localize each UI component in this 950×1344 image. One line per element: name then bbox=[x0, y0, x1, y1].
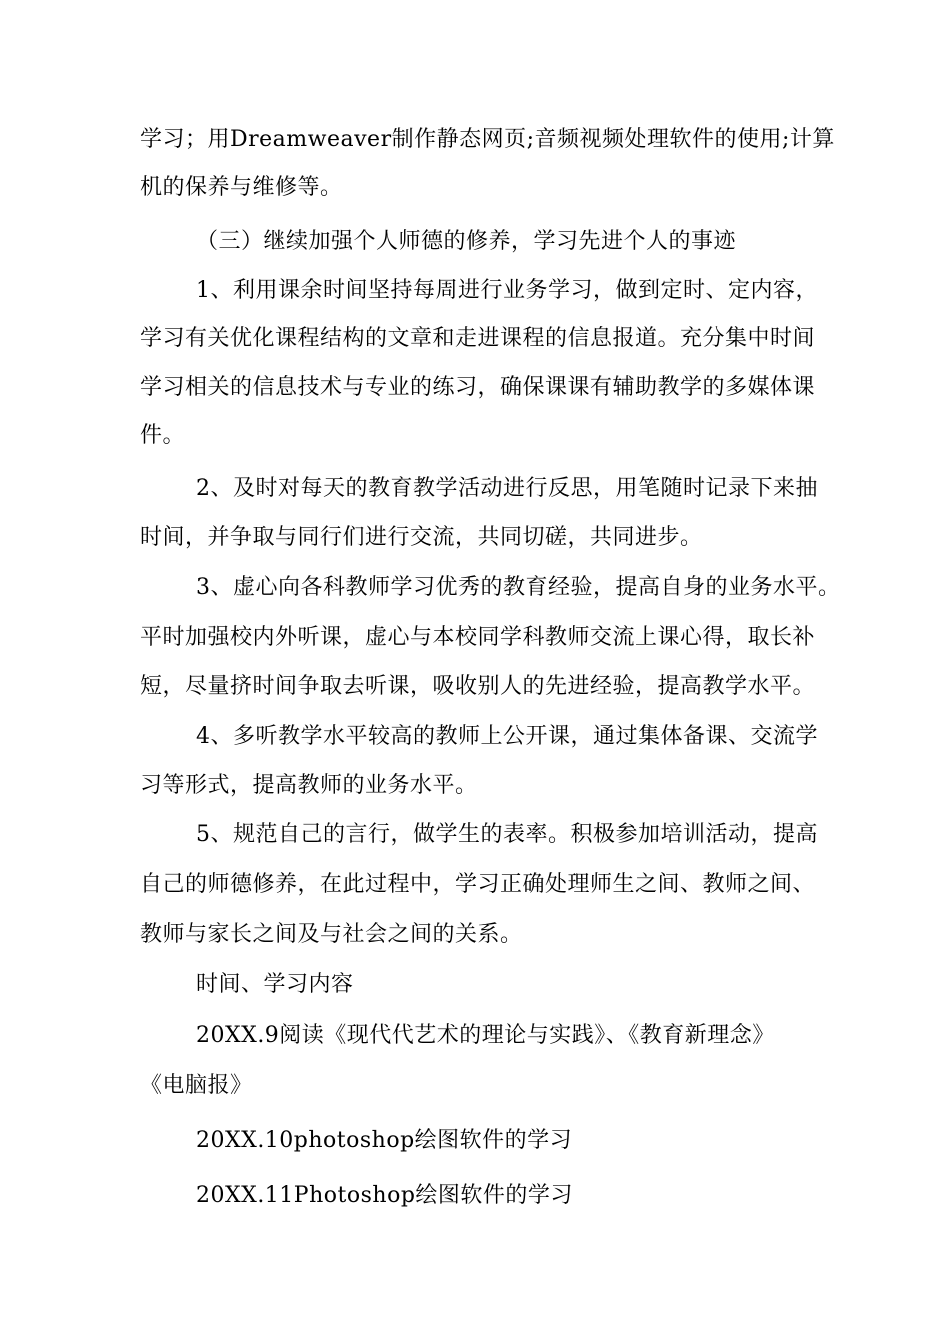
text-line: 1、利用课余时间坚持每周进行业务学习，做到定时、定内容， bbox=[196, 278, 818, 303]
text-line: 短，尽量挤时间争取去听课，吸收别人的先进经验，提高教学水平。 bbox=[140, 674, 816, 699]
text-line: 教师与家长之间及与社会之间的关系。 bbox=[140, 922, 523, 947]
text-line: 时间，并争取与同行们进行交流，共同切磋，共同进步。 bbox=[140, 525, 703, 550]
text-line: 20XX.9阅读《现代代艺术的理论与实践》、《教育新理念》 bbox=[196, 1023, 775, 1048]
text-line: 习等形式，提高教师的业务水平。 bbox=[140, 773, 478, 798]
text-line: 20XX.10photoshop绘图软件的学习 bbox=[196, 1128, 573, 1153]
text-line: 4、多听教学水平较高的教师上公开课，通过集体备课、交流学 bbox=[196, 724, 818, 749]
text-line: 20XX.11Photoshop绘图软件的学习 bbox=[196, 1183, 573, 1208]
text-line: 2、及时对每天的教育教学活动进行反思，用笔随时记录下来抽 bbox=[196, 476, 818, 501]
text-line: 学习；用Dreamweaver制作静态网页;音频视频处理软件的使用;计算 bbox=[140, 127, 835, 152]
text-line: 《电脑报》 bbox=[140, 1073, 253, 1098]
text-line: 学习有关优化课程结构的文章和走进课程的信息报道。充分集中时间 bbox=[140, 326, 816, 351]
text-line: 3、虚心向各科教师学习优秀的教育经验，提高自身的业务水平。 bbox=[196, 575, 841, 600]
text-line: 件。 bbox=[140, 423, 186, 448]
section-heading: （三）继续加强个人师德的修养，学习先进个人的事迹 bbox=[196, 229, 737, 254]
text-line: 时间、学习内容 bbox=[196, 972, 354, 997]
text-line: 平时加强校内外听课，虚心与本校同学科教师交流上课心得，取长补 bbox=[140, 625, 816, 650]
text-line: 5、规范自己的言行，做学生的表率。积极参加培训活动，提高 bbox=[196, 822, 818, 847]
text-line: 机的保养与维修等。 bbox=[140, 175, 343, 200]
text-line: 学习相关的信息技术与专业的练习，确保课课有辅助教学的多媒体课 bbox=[140, 375, 816, 400]
text-line: 自己的师德修养，在此过程中，学习正确处理师生之间、教师之间、 bbox=[140, 872, 816, 897]
